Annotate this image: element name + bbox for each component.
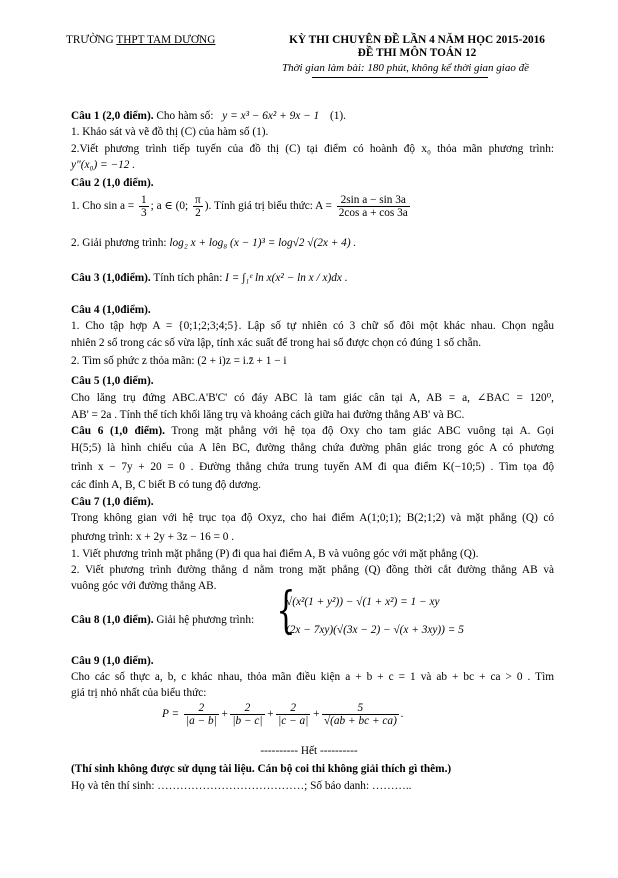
- q2-frac3-den: 2cos a + cos 3a: [338, 206, 408, 219]
- q9-line2: giá trị nhỏ nhất của biểu thức:: [71, 687, 207, 699]
- q6-line1: [71, 425, 554, 438]
- q2-item1-post: ). Tính giá trị biểu thức: A =: [204, 200, 335, 212]
- q2-frac2: [193, 194, 203, 219]
- q9-plus-1: +: [220, 708, 229, 720]
- q9-f4-den: √(ab + bc + ca): [323, 714, 397, 727]
- school-underlined: THPT TAM DƯƠNG: [116, 34, 216, 46]
- q9-f2-num: 2: [230, 702, 264, 715]
- school-prefix: TRƯỜNG: [66, 34, 117, 46]
- q4-item2: 2. Tìm số phức z thỏa mãn: (2 + i)z = i.z̄ + 1 − i: [71, 355, 287, 367]
- candidate-line: Họ và tên thí sinh: …………………………………; Số báo danh: ………..: [71, 780, 412, 792]
- q4-item1b: nhiên 2 số trong các số vừa lập, tính xác suất để trong hai số được chọn có đúng 1 số chẵn.: [71, 337, 482, 349]
- school-name: [66, 34, 215, 46]
- q7-line1: Trong không gian với hệ trục tọa độ Oxyz, cho hai điểm A(1;0;1); B(2;1;2) và mặt phẳng (Q) có: [71, 512, 554, 524]
- q2-item2-pre: 2. Giải phương trình:: [71, 237, 170, 249]
- q1-formula: y = x³ − 6x² + 9x − 1: [222, 110, 320, 122]
- end-mark: ---------- Hết ----------: [260, 745, 358, 757]
- q9-p-lhs: P =: [162, 708, 182, 720]
- q2-item2: [71, 237, 554, 250]
- q6-text1: Trong mặt phẳng với hệ tọa độ Oxy cho tam giác ABC vuông tại A. Gọi: [164, 425, 554, 437]
- q9-f1-num: 2: [184, 702, 219, 715]
- exam-title: KỲ THI CHUYÊN ĐỀ LẦN 4 NĂM HỌC 2015-2016: [289, 34, 545, 46]
- q2-item1-pre: 1. Cho sin a =: [71, 200, 137, 212]
- q2-frac3: [337, 194, 410, 219]
- q8-title: Câu 8 (1,0 điểm).: [71, 614, 154, 626]
- q9-plus-2: +: [266, 708, 275, 720]
- q9-line1: Cho các số thực a, b, c khác nhau, thỏa mãn điều kiện a + b + c = 1 và ab + bc + ca > 0 . Tìm: [71, 671, 554, 683]
- q1-intro: Cho hàm số:: [153, 110, 214, 122]
- q9-plus-3: +: [312, 708, 320, 720]
- q2-item1-mid: ; a ∈ (0;: [150, 200, 192, 212]
- q2-frac1-den: 3: [141, 206, 147, 219]
- exam-subject: ĐỀ THI MÔN TOÁN 12: [357, 47, 477, 59]
- q1-item1: 1. Khảo sát và vẽ đồ thị (C) của hàm số (1).: [71, 126, 269, 138]
- q2-frac2-num: π: [195, 193, 201, 206]
- q9-f4-num: 5: [322, 702, 399, 715]
- q9-title: Câu 9 (1,0 điểm).: [71, 655, 154, 667]
- q1-tag: (1).: [330, 110, 346, 122]
- q3-formula: I = ∫₁ᵉ ln x(x² − ln x / x)dx .: [225, 272, 348, 284]
- q8-text: Giải hệ phương trình:: [153, 614, 255, 626]
- q2-frac1: [139, 194, 149, 219]
- q6-line2: H(5;5) là hình chiếu của A lên BC, đường thẳng chứa đường phân giác trong góc A có phương: [71, 442, 554, 454]
- q6-line3: trình x − 7y + 20 = 0 . Đường thẳng chứa trung tuyến AM đi qua điểm K(−10;5) . Tìm tọa độ: [71, 461, 554, 473]
- q5-title: Câu 5 (1,0 điểm).: [71, 375, 154, 387]
- header-underline: [312, 77, 488, 78]
- q5-line1: Cho lăng trụ đứng ABC.A'B'C' có đáy ABC là tam giác cân tại A, AB = a, ∠BAC = 120⁰,: [71, 392, 554, 404]
- q2-item2-eq: log₂ x + log₈ (x − 1)³ = log√2 √(2x + 4) .: [169, 237, 357, 249]
- footer-note: (Thí sinh không được sử dụng tài liệu. Cán bộ coi thi không giải thích gì thêm.): [71, 763, 452, 775]
- q9-f3-den: |c − a|: [278, 714, 309, 727]
- q4-title: Câu 4 (1,0điểm).: [71, 304, 151, 316]
- q3-title: Câu 3 (1,0điểm).: [71, 272, 151, 284]
- q7-title: Câu 7 (1,0 điểm).: [71, 496, 154, 508]
- q1-item2b: y"(x₀) = −12 .: [71, 159, 136, 171]
- q8-system: [270, 581, 540, 642]
- q8-line: [71, 614, 254, 627]
- q9-f3-num: 2: [276, 702, 310, 715]
- q5-line2: AB' = 2a . Tính thể tích khối lăng trụ và khoảng cách giữa hai đường thẳng AB' và BC.: [71, 409, 465, 421]
- q6-title: Câu 6 (1,0 điểm).: [71, 425, 165, 437]
- q2-frac2-den: 2: [195, 206, 201, 219]
- q8-brace: {: [276, 581, 296, 639]
- q9-frac1: [184, 702, 219, 727]
- q2-item1: [71, 193, 554, 219]
- q8-eq2: (2x − 7xy)(√(3x − 2) − √(x + 3xy)) = 5: [286, 624, 464, 636]
- q8-eq1: √(x²(1 + y²)) − √(1 + x²) = 1 − xy: [286, 596, 440, 608]
- q2-frac1-num: 1: [141, 193, 147, 206]
- q4-item1a: 1. Cho tập hợp A = {0;1;2;3;4;5}. Lập số tự nhiên có 3 chữ số đôi một khác nhau. Chọn ngẫu: [71, 320, 554, 332]
- q7-line4: 2. Viết phương trình đường thẳng d nằm trong mặt phẳng (Q) đồng thời cắt đường thẳng AB và: [71, 564, 554, 576]
- q3-line: [71, 272, 554, 285]
- q1-line: [71, 110, 554, 123]
- time-note: Thời gian làm bài: 180 phút, không kể thời gian giao đề: [282, 62, 530, 74]
- q9-f2-den: |b − c|: [232, 714, 263, 727]
- q7-line5: vuông góc với đường thẳng AB.: [71, 580, 217, 592]
- q9-frac2: [230, 702, 264, 727]
- q2-title: Câu 2 (1,0 điểm).: [71, 177, 154, 189]
- q9-frac3: [276, 702, 310, 727]
- q3-text: Tính tích phân:: [150, 272, 226, 284]
- q7-line2: phương trình: x + 2y + 3z − 16 = 0 .: [71, 531, 235, 543]
- q6-line4: các đỉnh A, B, C biết B có tung độ dương.: [71, 479, 262, 491]
- q9-f1-den: |a − b|: [185, 714, 217, 727]
- q9-expression: [162, 699, 554, 729]
- q9-end: .: [400, 708, 404, 720]
- q1-item2a: 2.Viết phương trình tiếp tuyến của đồ thị (C) tại điểm có hoành độ x₀ thỏa mãn phương trình:: [71, 143, 554, 155]
- q7-line3: 1. Viết phương trình mặt phẳng (P) đi qua hai điểm A, B và vuông góc với mặt phẳng (Q).: [71, 548, 479, 560]
- exam-heading: [252, 34, 582, 60]
- q2-frac3-num: 2sin a − sin 3a: [337, 194, 410, 207]
- q9-frac4: [322, 702, 399, 727]
- q1-title: Câu 1 (2,0 điểm).: [71, 110, 154, 122]
